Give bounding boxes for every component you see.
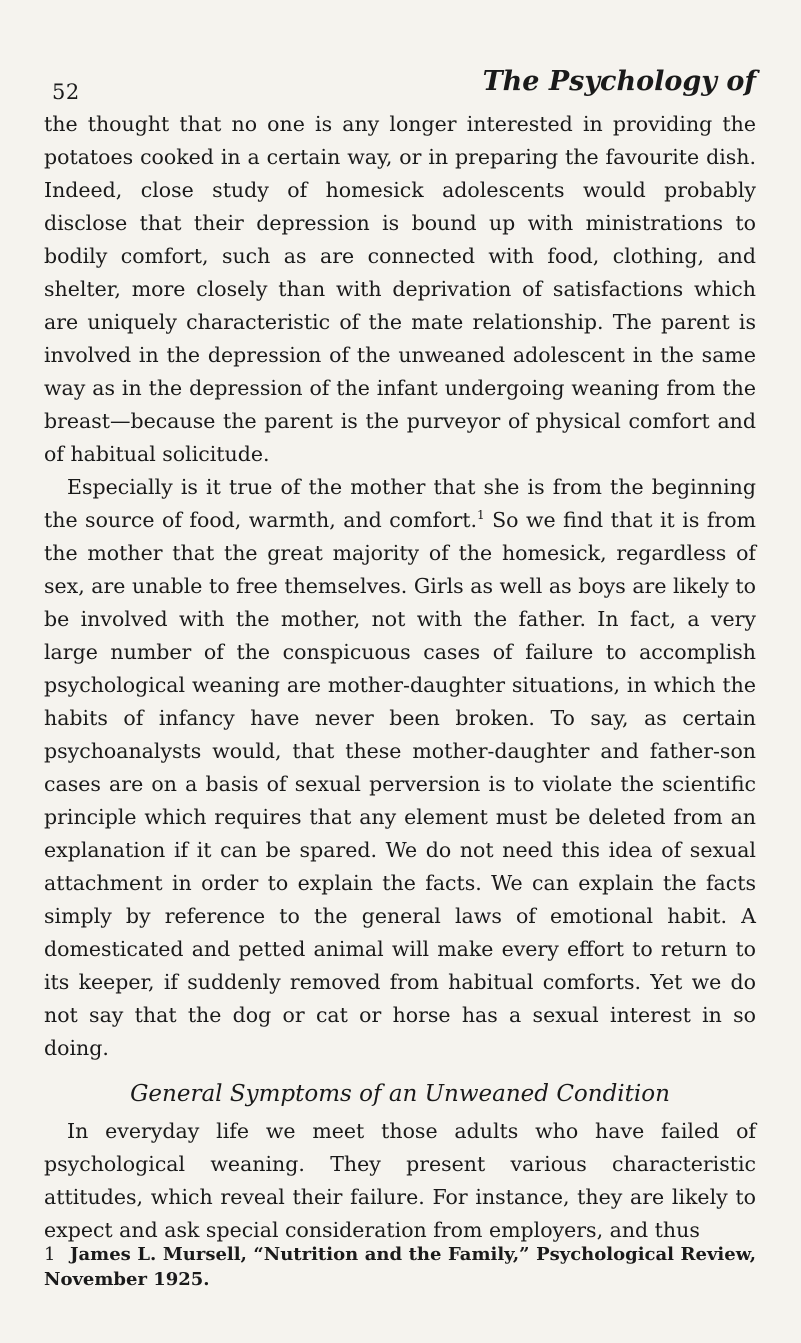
- paragraph-3: In everyday life we meet those adults who have failed of psychological weaning. They present various characteristic attitudes, which reveal their failure. For instance, they are likely to expect and ask special consideration from employers, and thus: [44, 1119, 756, 1242]
- paragraph-2-rest: So we find that it is from the mother that the great majority of the homesick, regardless of sex, are unable to free themselves. Girls as well as boys are likely to be involved with the mother, not with the father. In fact, a very large number of the conspicuous cases of failure to accomplish psychological weaning are mother-daughter situations, in which the habits of infancy have never been broken. To say, as certain psychoanalysts would, that these mother-daughter and father-son cases are on a basis of sexual perversion is to violate the scientific principle which requires that any element must be deleted from an explanation if it can be spared. We do not need this idea of sexual attachment in order to explain the facts. We can explain the facts simply by reference to the general laws of emotional habit. A domesticated and petted animal will make every effort to return to its keeper, if suddenly removed from habitual comforts. Yet we do not say that the dog or cat or horse has a sexual interest in so doing.: [44, 508, 756, 1060]
- page-header: [44, 66, 756, 104]
- body-text: [44, 108, 756, 1247]
- footnote-mark: 1: [44, 1244, 56, 1265]
- paragraph-2-start: Especially is it true of the mother that she is from the beginning the source of food, warmth, and comfort.: [44, 475, 756, 532]
- footnote: [44, 1242, 756, 1292]
- page-number: 52: [52, 80, 80, 104]
- paragraph-2: [44, 471, 756, 1065]
- footnote-reference[interactable]: 1: [477, 508, 485, 523]
- footnote-text: James L. Mursell, “Nutrition and the Family,” Psychological Review, November 1925.: [44, 1244, 756, 1290]
- running-head: The Psychology of: [482, 66, 756, 97]
- section-heading: General Symptoms of an Unweaned Condition: [130, 1081, 670, 1107]
- book-page: [44, 0, 756, 1343]
- paragraph-1: the thought that no one is any longer interested in providing the potatoes cooked in a certain way, or in preparing the favourite dish. Indeed, close study of homesick adolescents would probably disclose that their depression is bound up with ministrations to bodily comfort, such as are connected with food, clothing, and shelter, more closely than with deprivation of satisfactions which are uniquely characteristic of the mate relationship. The parent is involved in the depression of the unweaned adolescent in the same way as in the depression of the infant undergoing weaning from the breast—because the parent is the purveyor of physical comfort and of habitual solicitude.: [44, 112, 756, 466]
